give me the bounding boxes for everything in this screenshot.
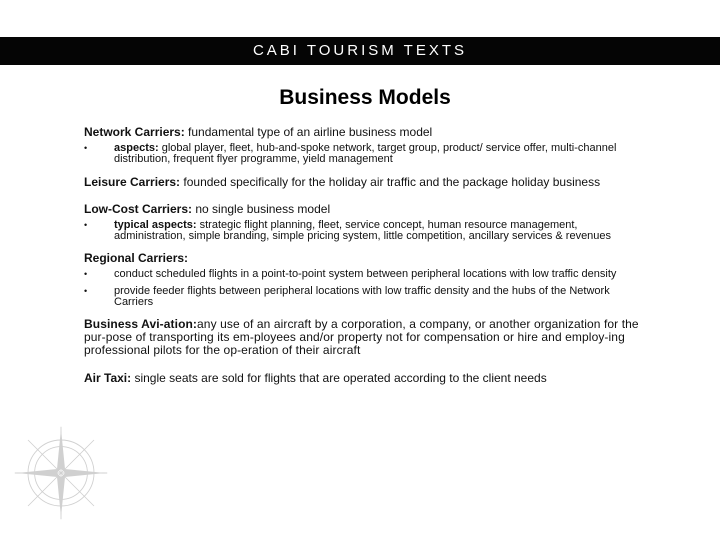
list-item bbox=[84, 220, 634, 242]
bullet-list bbox=[84, 143, 644, 165]
section-text: founded specifically for the holiday air traffic and the package holiday business bbox=[180, 175, 601, 189]
bullet-icon: • bbox=[84, 220, 88, 230]
bullet-lead: typical aspects: bbox=[114, 219, 197, 231]
bullet-icon: • bbox=[84, 286, 88, 296]
list-item bbox=[84, 143, 634, 165]
section-regional-carriers bbox=[84, 252, 644, 308]
section-low-cost-carriers bbox=[84, 203, 644, 242]
section-heading bbox=[84, 203, 644, 216]
bullet-text: strategic flight planning, fleet, service concept, human resource management, administration, simple branding, simple pricing system, little competition, ancillary services & revenues bbox=[114, 219, 612, 242]
bullet-list bbox=[84, 269, 644, 308]
section-text: any use of an aircraft by a corporation, a company, or another organization for the pur-pose of transporting its em-ployees and/or property not for compensation or hire and employ-ing professional pilots for the op-eration of their aircraft bbox=[84, 317, 639, 357]
compass-rose-icon bbox=[6, 418, 116, 528]
header-title: CABI TOURISM TEXTS bbox=[252, 42, 468, 59]
bullet-icon: • bbox=[84, 143, 88, 153]
section-heading bbox=[84, 318, 644, 357]
section-heading bbox=[84, 176, 644, 189]
header-bar bbox=[0, 37, 720, 65]
section-heading bbox=[84, 126, 644, 139]
list-item bbox=[84, 286, 634, 308]
section-business-aviation bbox=[84, 318, 644, 357]
section-lead: Business Avi-ation: bbox=[84, 317, 198, 331]
slide-title: Business Models bbox=[279, 86, 451, 109]
section-heading bbox=[84, 372, 644, 385]
bullet-list bbox=[84, 220, 644, 242]
bullet-icon: • bbox=[84, 269, 88, 279]
section-lead: Regional Carriers: bbox=[84, 251, 189, 265]
bullet-lead: aspects: bbox=[114, 142, 159, 154]
section-text: fundamental type of an airline business model bbox=[184, 125, 433, 139]
section-text: no single business model bbox=[192, 202, 331, 216]
section-air-taxi bbox=[84, 372, 644, 385]
section-text: single seats are sold for flights that are operated according to the client needs bbox=[131, 371, 547, 385]
section-network-carriers bbox=[84, 126, 644, 165]
list-item bbox=[84, 269, 634, 280]
slide-content bbox=[84, 126, 644, 385]
section-lead: Network Carriers: bbox=[84, 125, 185, 139]
section-lead: Low-Cost Carriers: bbox=[84, 202, 193, 216]
bullet-text: conduct scheduled flights in a point-to-point system between peripheral locations with low traffic density bbox=[114, 268, 617, 280]
section-lead: Leisure Carriers: bbox=[84, 175, 181, 189]
bullet-text: provide feeder flights between peripheral locations with low traffic density and the hubs of the Network Carriers bbox=[114, 285, 610, 308]
section-leisure-carriers bbox=[84, 176, 644, 189]
section-lead: Air Taxi: bbox=[84, 371, 132, 385]
section-heading bbox=[84, 252, 644, 265]
bullet-text: global player, fleet, hub-and-spoke network, target group, product/ service offer, multi-channel distribution, frequent flyer programme, yield management bbox=[114, 142, 617, 165]
